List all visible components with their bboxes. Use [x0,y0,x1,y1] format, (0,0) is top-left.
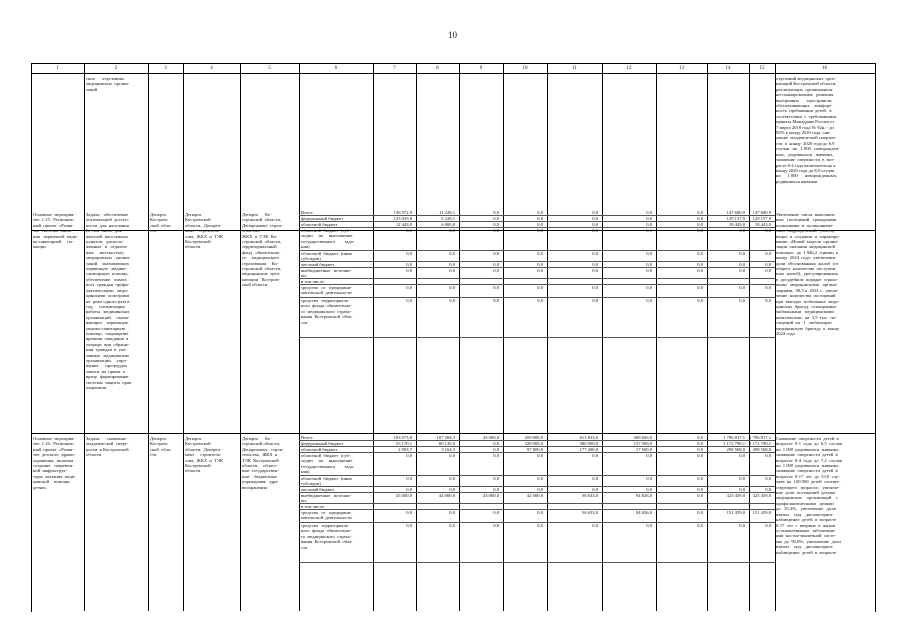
row-divider [31,73,875,74]
finance-value-cell: 1 796 817,1 [723,435,745,440]
finance-value-cell: 0,0 [537,251,543,256]
finance-value-cell: 325 459,0 [752,493,771,498]
finance-value-cell: 0,0 [592,298,598,303]
finance-value-cell: 0,0 [537,268,543,273]
finance-value-cell: 0,0 [739,262,745,267]
column-header-3: 3 [164,66,167,71]
row-divider [31,433,875,434]
column-header-5: 5 [268,66,271,71]
finance-value-cell: 0,0 [592,453,598,458]
finance-value-cell: 123 929,8 [393,216,412,221]
finance-source-label: в том числе: [301,504,325,509]
finance-value-cell: 380 000,0 [579,441,598,446]
finance-value-cell: 0,0 [493,447,499,452]
finance-value-cell: 0,0 [765,476,771,481]
column-header-7: 7 [393,66,396,71]
finance-value-cell: 0,0 [646,285,652,290]
finance-value-cell: 97 800,0 [526,447,543,452]
finance-source-label: внебюджетные источни- ки, [301,493,352,504]
finance-value-cell: 0,0 [592,285,598,290]
p2-result: Снижение смертности детей в возрасте 0-1 года до 6,5 случая на 1 000 родившихся живыми; снижение смертности детей в возрасте 0-4 года до 7,2 случая на 1 000 родившихся живыми; снижение смертности детей в возрасте 0-17 лет до 53,0 слу- чаев на 100 000 детей соответ- ствующего возраста; увеличе- ние доли посещений детьми медицинских организаций с профилактическими целями до 55,3%; увеличение доли взятых под диспансерное наблюдение детей в возрасте 0-17 лет с впервые в жизни установленными заболевани- ями костно-мышечной систе- мы до 90,0%; увеличение доли взятых под диспансерное наблюдение детей в возрасте [776,436,843,555]
finance-value-cell: 0,0 [537,298,543,303]
finance-value-cell: 103 073,8 [393,435,412,440]
p2-executor: Департа Костром- ской обла- сти [150,436,172,458]
finance-value-cell: 0,0 [765,251,771,256]
finance-value-cell: 0,0 [765,285,771,290]
finance-value-cell: 56 633,0 [581,510,598,515]
finance-value-cell: 0,0 [592,268,598,273]
column-divider [84,63,85,611]
finance-value-cell: 0,0 [493,510,499,515]
column-header-13: 13 [679,66,684,71]
column-header-16: 16 [822,66,827,71]
column-header-4: 4 [210,66,213,71]
finance-value-cell: 0,0 [449,523,455,528]
finance-source-label: внебюджетные источни- ки, [301,268,352,279]
finance-value-cell: 56 633,0 [581,493,598,498]
finance-value-cell: 0,0 [697,487,703,492]
p2-task: Задача: снижение младенческой смерт- ности в Костромской области [86,436,129,458]
p1-participants: Департа Ко- стромской области, Департамент строи- тельства, ЖКХ и ТЭК Ко- стромской области, территориальный фонд обязательно- го медицинского страхования Ко- стромской области, медицинские орга- низации Костром- ской области [242,212,283,288]
finance-value-cell: 459 800,0 [524,435,543,440]
finance-value-cell: 129 157,9 [726,216,745,221]
finance-value-cell: 0,0 [592,476,598,481]
finance-value-cell: 0,0 [537,510,543,515]
finance-value-cell: 5 228,1 [441,216,455,221]
finance-source-label: Всего: [301,435,314,440]
finance-value-cell: 0,0 [646,228,652,233]
finance-value-cell: 147 600,9 [726,210,745,215]
finance-value-cell: 157 500,0 [633,441,652,446]
finance-value-cell: 12 443,0 [395,222,412,227]
finance-value-cell: 0,0 [592,228,598,233]
finance-value-cell: 320 000,0 [524,441,543,446]
column-divider [183,63,184,611]
finance-value-cell: 0,0 [765,228,771,233]
finance-value-cell: 0,0 [493,210,499,215]
finance-value-cell: 0,0 [646,487,652,492]
finance-value-cell: 0,0 [493,298,499,303]
finance-source-label: местный бюджет [301,262,335,267]
finance-value-cell: 0,0 [739,487,745,492]
p1-result: Увеличение числа выполнен- ных посещений гражданами поликлиник и поликлиниче- ских подразделений, участву- ющих в создании и тиражиро- вании «Новой модели органи- зации оказания медицинской помощи» до 1 946,2 единиц к концу 2024 года; увеличение доли обоснованных жалоб (от общего количества поступив- ших жалоб), урегулированных в досудебном порядке страхо- выми медицинскими органи- зациями, 98,5 в 2024 г.; увели- чение количества посещений при выездах мобильных меди- цинских бригад, оснащенных мобильными медицинскими комплексами, на 3,5 тыс. по- сещений на 1 мобильную медицинскую бригаду к концу 2024 года [776,212,840,336]
finance-value-cell: 0,0 [646,251,652,256]
finance-value-cell: 0,0 [765,262,771,267]
finance-value-cell: 0,0 [449,262,455,267]
finance-value-cell: 0,0 [739,523,745,528]
finance-value-cell: 0,0 [697,216,703,221]
finance-source-label: федеральный бюджет [301,441,344,446]
finance-source-label: средства от предприни- мательской деятельности [301,510,352,521]
top-task-text: ских отделениях медицинских органи- заций [86,76,130,92]
finance-value-cell: 0,0 [537,222,543,227]
finance-value-cell: 0,0 [592,216,598,221]
finance-value-cell: 0,0 [697,268,703,273]
finance-value-cell: 0,0 [697,298,703,303]
finance-source-label: средства от предприни- мательской деятельности [301,285,352,296]
finance-value-cell: 147 600,9 [752,210,771,215]
finance-source-label: средства территориаль- ного фонда обязательно- го медицинского страхо- вания Костромской обла- сти [301,523,353,550]
finance-value-cell: 42 000,0 [526,493,543,498]
column-header-8: 8 [436,66,439,71]
finance-value-cell: 0,0 [697,447,703,452]
finance-value-cell: 0,0 [537,523,543,528]
finance-value-cell: 0,0 [697,435,703,440]
column-header-15: 15 [759,66,765,71]
finance-value-cell: 0,0 [697,523,703,528]
finance-value-cell: 129 157,9 [752,216,771,221]
finance-value-cell: 0,0 [739,285,745,290]
finance-value-cell: 0,0 [406,487,412,492]
finance-value-cell: 0,0 [646,262,652,267]
finance-value-cell: 0,0 [646,523,652,528]
column-header-10: 10 [522,66,528,71]
finance-value-cell: 0,0 [493,262,499,267]
finance-value-cell: 43 000,0 [482,435,499,440]
finance-value-cell: 0,0 [406,268,412,273]
finance-value-cell: 0,0 [697,251,703,256]
finance-value-cell: 0,0 [493,268,499,273]
finance-value-cell: 0,0 [493,222,499,227]
finance-source-label: областной бюджет (иные субсидии) [301,251,353,262]
column-header-9: 9 [479,66,483,71]
column-divider [148,63,149,611]
finance-value-cell: 43 000,0 [482,493,499,498]
finance-value-cell: 0,0 [493,476,499,481]
finance-value-cell: 0,0 [765,268,771,273]
finance-source-label: федеральный бюджет [301,216,344,221]
finance-value-cell: 298 568,0 [726,447,745,452]
finance-value-cell: 0,0 [697,262,703,267]
finance-value-cell: 0,0 [493,523,499,528]
finance-value-cell: 0,0 [592,487,598,492]
finance-value-cell: 0,0 [646,453,652,458]
finance-value-cell: 0,0 [592,222,598,227]
finance-value-cell: 0,0 [449,298,455,303]
finance-value-cell: 0,0 [537,210,543,215]
finance-value-cell: 1 172 790,1 [723,441,745,446]
finance-value-cell: 0,0 [406,523,412,528]
finance-value-cell: 107 284,3 [436,435,455,440]
finance-source-label: областной бюджет (иные субсидии) [301,476,353,487]
finance-value-cell: 45 000,0 [395,493,412,498]
finance-value-cell: 0,0 [537,262,543,267]
finance-source-label: областной бюджет [301,447,338,452]
finance-value-cell: 0,0 [739,228,745,233]
finance-source-label: областной бюджет [301,222,338,227]
finance-value-cell: 1 172 790,1 [749,441,771,446]
finance-value-cell: 0,0 [697,441,703,446]
finance-value-cell: 0,0 [493,285,499,290]
finance-value-cell: 0,0 [493,487,499,492]
finance-value-cell: 0,0 [739,268,745,273]
finance-source-label: Всего: [301,210,314,215]
p2-participants: Департа Ко- стромской области, Департамент строи- тельства, ЖКХ и ТЭК Костромской области, област- ные государствен- ные бюджетные учреждения здра- воохранения [242,436,284,490]
finance-source-label: областной бюджет (суб- сидии на выполнение государственного зада- ния) [301,228,355,250]
finance-value-cell: 0,0 [406,510,412,515]
finance-value-cell: 0,0 [493,453,499,458]
finance-value-cell: 6 000,0 [441,222,455,227]
finance-value-cell: 11 228,1 [439,210,455,215]
finance-value-cell: 0,0 [765,298,771,303]
finance-value-cell: 0,0 [697,222,703,227]
finance-row-divider [299,562,775,563]
column-divider [240,63,241,611]
finance-value-cell: 0,0 [493,251,499,256]
finance-value-cell: 0,0 [765,523,771,528]
finance-value-cell: 0,0 [449,476,455,481]
finance-value-cell: 0,0 [449,453,455,458]
finance-value-cell: 0,0 [646,476,652,481]
finance-value-cell: 0,0 [493,228,499,233]
finance-row-divider [299,503,775,504]
p1-task: Задача: обеспечение оптимальной доступ- ности для населения (в том числе для жителей населенных пунктов, располо- женных в отдален- ных местностях) медицинских органи- заций, оказывающих первичную медико- санитарную помощь, обеспечение охвата всех граждан профи- лактическими меди- цинскими осмотрами не реже одного раза в год, оптимизация работы медицинских организаций, оказы- вающих первичную медико-санитарную помощь, сокращение времени ожидания в очереди при обраще- нии граждан в ука- занные медицинские организации, упро- щение процедуры записи на прием к врачу, формирование системы защиты прав пациентов [86,212,132,390]
finance-value-cell: 0,0 [765,487,771,492]
finance-value-cell: 0,0 [406,285,412,290]
finance-value-cell: 0,0 [493,441,499,446]
finance-value-cell: 0,0 [406,251,412,256]
finance-value-cell: 0,0 [449,285,455,290]
finance-value-cell: 0,0 [406,298,412,303]
finance-value-cell: 0,0 [537,487,543,492]
finance-value-cell: 0,0 [592,262,598,267]
finance-value-cell: 0,0 [765,453,771,458]
finance-value-cell: 0,0 [592,523,598,528]
column-header-14: 14 [725,66,731,71]
finance-source-label: средства территориаль- ного фонда обязательно- го медицинского страхо- вания Костромской обла- сти [301,298,353,325]
finance-value-cell: 0,0 [697,493,703,498]
finance-value-cell: 18 443,0 [754,222,771,227]
column-header-11: 11 [572,66,577,71]
finance-value-cell: 0,0 [537,285,543,290]
finance-value-cell: 177 200,0 [579,447,598,452]
p2-activity: Основное мероприя- тие 1.16. Региональ- ный проект «Разви- тие детского здраво- охранения, включая создание современ- ной инфраструк- туры оказания меди- цинской помощи детям» [33,436,76,490]
finance-value-cell: 0,0 [449,510,455,515]
finance-value-cell: 0,0 [697,510,703,515]
finance-value-cell: 0,0 [739,251,745,256]
finance-value-cell: 0,0 [449,268,455,273]
finance-value-cell: 0,0 [739,476,745,481]
finance-value-cell: 0,0 [449,228,455,233]
finance-value-cell: 0,0 [697,285,703,290]
finance-value-cell: 298 568,0 [752,447,771,452]
finance-value-cell: 0,0 [537,228,543,233]
finance-value-cell: 0,0 [697,228,703,233]
column-header-12: 12 [626,66,632,71]
finance-value-cell: 94 826,0 [635,493,652,498]
finance-value-cell: 0,0 [592,251,598,256]
finance-value-cell: 136 372,9 [393,210,412,215]
finance-value-cell: 60 120,0 [438,441,455,446]
finance-row-divider [299,337,775,338]
finance-value-cell: 0,0 [592,210,598,215]
finance-value-cell: 3 164,3 [441,447,455,452]
finance-value-cell: 269 826,0 [633,435,652,440]
finance-value-cell: 325 459,0 [726,493,745,498]
finance-value-cell: 0,0 [537,216,543,221]
finance-value-cell: 2 903,7 [398,447,412,452]
column-header-2: 2 [114,66,118,71]
finance-value-cell: 0,0 [646,268,652,273]
finance-value-cell: 0,0 [697,453,703,458]
finance-value-cell: 613 833,0 [579,435,598,440]
finance-value-cell: 0,0 [449,251,455,256]
finance-value-cell: 0,0 [739,298,745,303]
finance-value-cell: 94 826,0 [635,510,652,515]
page-number: 10 [448,30,457,40]
finance-value-cell: 0,0 [406,228,412,233]
finance-value-cell: 0,0 [646,210,652,215]
top-result-text: отделений медицинских орга- низаций Костромской области, реализующих организацион- но-планировочные решения внутренних пространств, обеспечивающих комфорт- ность пребывания детей, в соответствии с требованиями приказа Минздрава России от 7 марта 2018 года № 92н, - до 95% к концу 2020 года, сни- жение младенческой смертно- сти к концу 2020 года до 6,9 случая на 1 000 новорожден- ных, родившихся живыми, снижение смертности в воз- расте 0-4 года включительно к концу 2020 года до 8,0 случая на 1 000 новорожденных, родившихся живыми [776,76,840,184]
finance-value-cell: 0,0 [537,453,543,458]
finance-value-cell: 0,0 [646,222,652,227]
finance-value-cell: 0,0 [406,262,412,267]
finance-value-cell: 0,0 [449,487,455,492]
finance-value-cell: 151 459,0 [726,510,745,515]
finance-value-cell: 0,0 [739,453,745,458]
finance-value-cell: 17 500,0 [635,447,652,452]
finance-value-cell: 0,0 [697,210,703,215]
finance-value-cell: 0,0 [646,298,652,303]
finance-value-cell: 18 443,0 [728,222,745,227]
column-header-1: 1 [56,66,59,71]
finance-value-cell: 0,0 [646,216,652,221]
p1-executor: Департа Костром- ской обла- сти [150,212,172,234]
finance-row-divider [299,278,775,279]
finance-value-cell: 44 000,0 [438,493,455,498]
finance-value-cell: 0,0 [406,476,412,481]
finance-value-cell: 1 796 817,1 [749,435,771,440]
finance-source-label: местный бюджет [301,487,335,492]
column-header-6: 6 [334,66,338,71]
finance-source-label: в том числе: [301,279,325,284]
finance-value-cell: 0,0 [537,476,543,481]
p1-coexecutor: Департа Костромской области, Департа- мент строитель- ства, ЖКХ и ТЭК Костромской области [185,212,224,250]
finance-value-cell: 55 170,1 [395,441,412,446]
finance-value-cell: 0,0 [493,216,499,221]
finance-source-label: областной бюджет (суб- сидии на выполнение государственного зада- ния) [301,453,355,475]
finance-value-cell: 0,0 [697,476,703,481]
finance-value-cell: 151 459,0 [752,510,771,515]
finance-value-cell: 0,0 [406,453,412,458]
p1-activity: Основное мероприя- тие 1.15. Региональ- ный проект «Разви- тие системы оказа- ния первичной меди- ко-санитарной по- мощи» [33,212,78,250]
p2-coexecutor: Департа Костромской области, Департа- мент строитель- ства, ЖКХ и ТЭК Костромской области [185,436,224,474]
